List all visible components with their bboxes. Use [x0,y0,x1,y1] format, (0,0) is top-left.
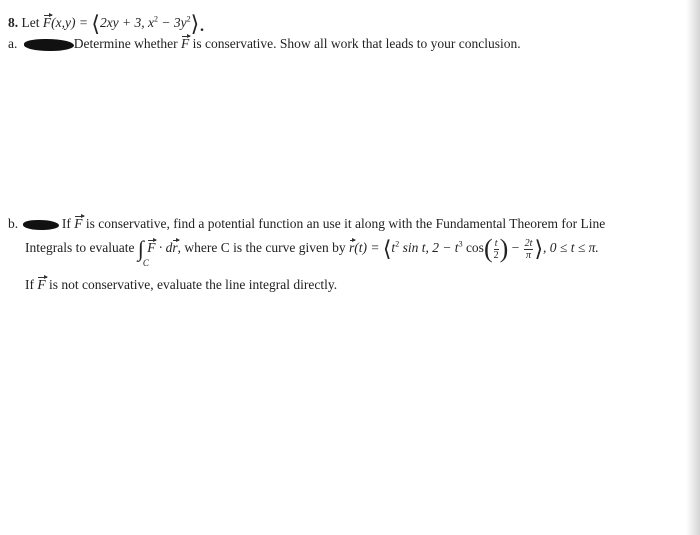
fraction-t-over-2 [494,238,499,261]
problem-statement [8,11,205,37]
frac1-numerator: t [494,237,498,249]
curve-minus: − [508,240,523,256]
part-b-line3-text-1: If [25,277,38,292]
frac2-denominator: π [526,249,532,261]
exponent-2: 2 [186,14,191,24]
page-edge-shadow [686,0,700,535]
part-b-line2-text-1: Integrals to evaluate [25,240,138,256]
vector-F: F [74,216,83,231]
frac2-numerator: 2t [524,237,533,249]
problem-lead: Let [21,15,40,31]
curve-angle-open: ⟨ [382,236,392,261]
curve-comp-1-tail: sin t, 2 − t [399,240,459,256]
exponent-1: 2 [154,14,159,24]
vector-F: F [37,277,46,292]
part-a-label: a. [8,36,18,51]
field-args: (x,y) = [51,15,92,31]
part-b-line1-text-2: is conservative, find a potential function an use it along with the Fundamental Theorem for Line [82,216,606,231]
part-a-text-1: Determine whether [73,36,181,51]
part-b-label: b. [8,216,19,231]
part-a-text-2: is conservative. Show all work that leads to your conclusion. [189,36,521,51]
curve-vector-r: r [348,240,355,256]
angle-open: ⟨ [91,11,100,36]
integrand-dot: · d [155,240,173,256]
part-b-line2-text-2: , where C is the curve given by [177,240,349,256]
curve-cos: cos [462,240,484,256]
curve-arg: (t) = [354,240,383,256]
integral-subscript: C [142,258,149,268]
vector-F: F [180,36,190,51]
curve-angle-close: ⟩ [534,236,544,261]
part-a [8,36,521,52]
part-b-line1-text-1: If [61,216,75,231]
integrand-vector-r: r [172,240,178,256]
component-2: − 3y [158,15,187,31]
integrand-vector-F: F [147,240,156,256]
curve-comp-1: t [391,240,396,256]
component-1: 2xy + 3, x [99,15,155,31]
redaction-mark [23,220,59,230]
integral-sign: ∫ C [137,236,149,268]
fraction-2t-over-pi [524,238,534,261]
curve-range: , 0 ≤ t ≤ π. [543,240,599,256]
vector-F: F [42,15,52,31]
paren-open: ( [483,234,493,263]
part-b-line-3 [25,277,337,293]
curve-exp-2: 3 [458,239,463,249]
problem-number: 8. [8,15,19,31]
part-b-line-1 [8,216,605,232]
part-b-line3-text-2: is not conservative, evaluate the line integral directly. [45,277,338,292]
angle-close: ⟩. [190,11,205,36]
redaction-mark [24,39,74,51]
paren-close: ) [499,234,509,263]
part-b-line-2 [25,234,599,268]
frac1-denominator: 2 [493,249,499,261]
curve-exp-1: 2 [395,239,400,249]
